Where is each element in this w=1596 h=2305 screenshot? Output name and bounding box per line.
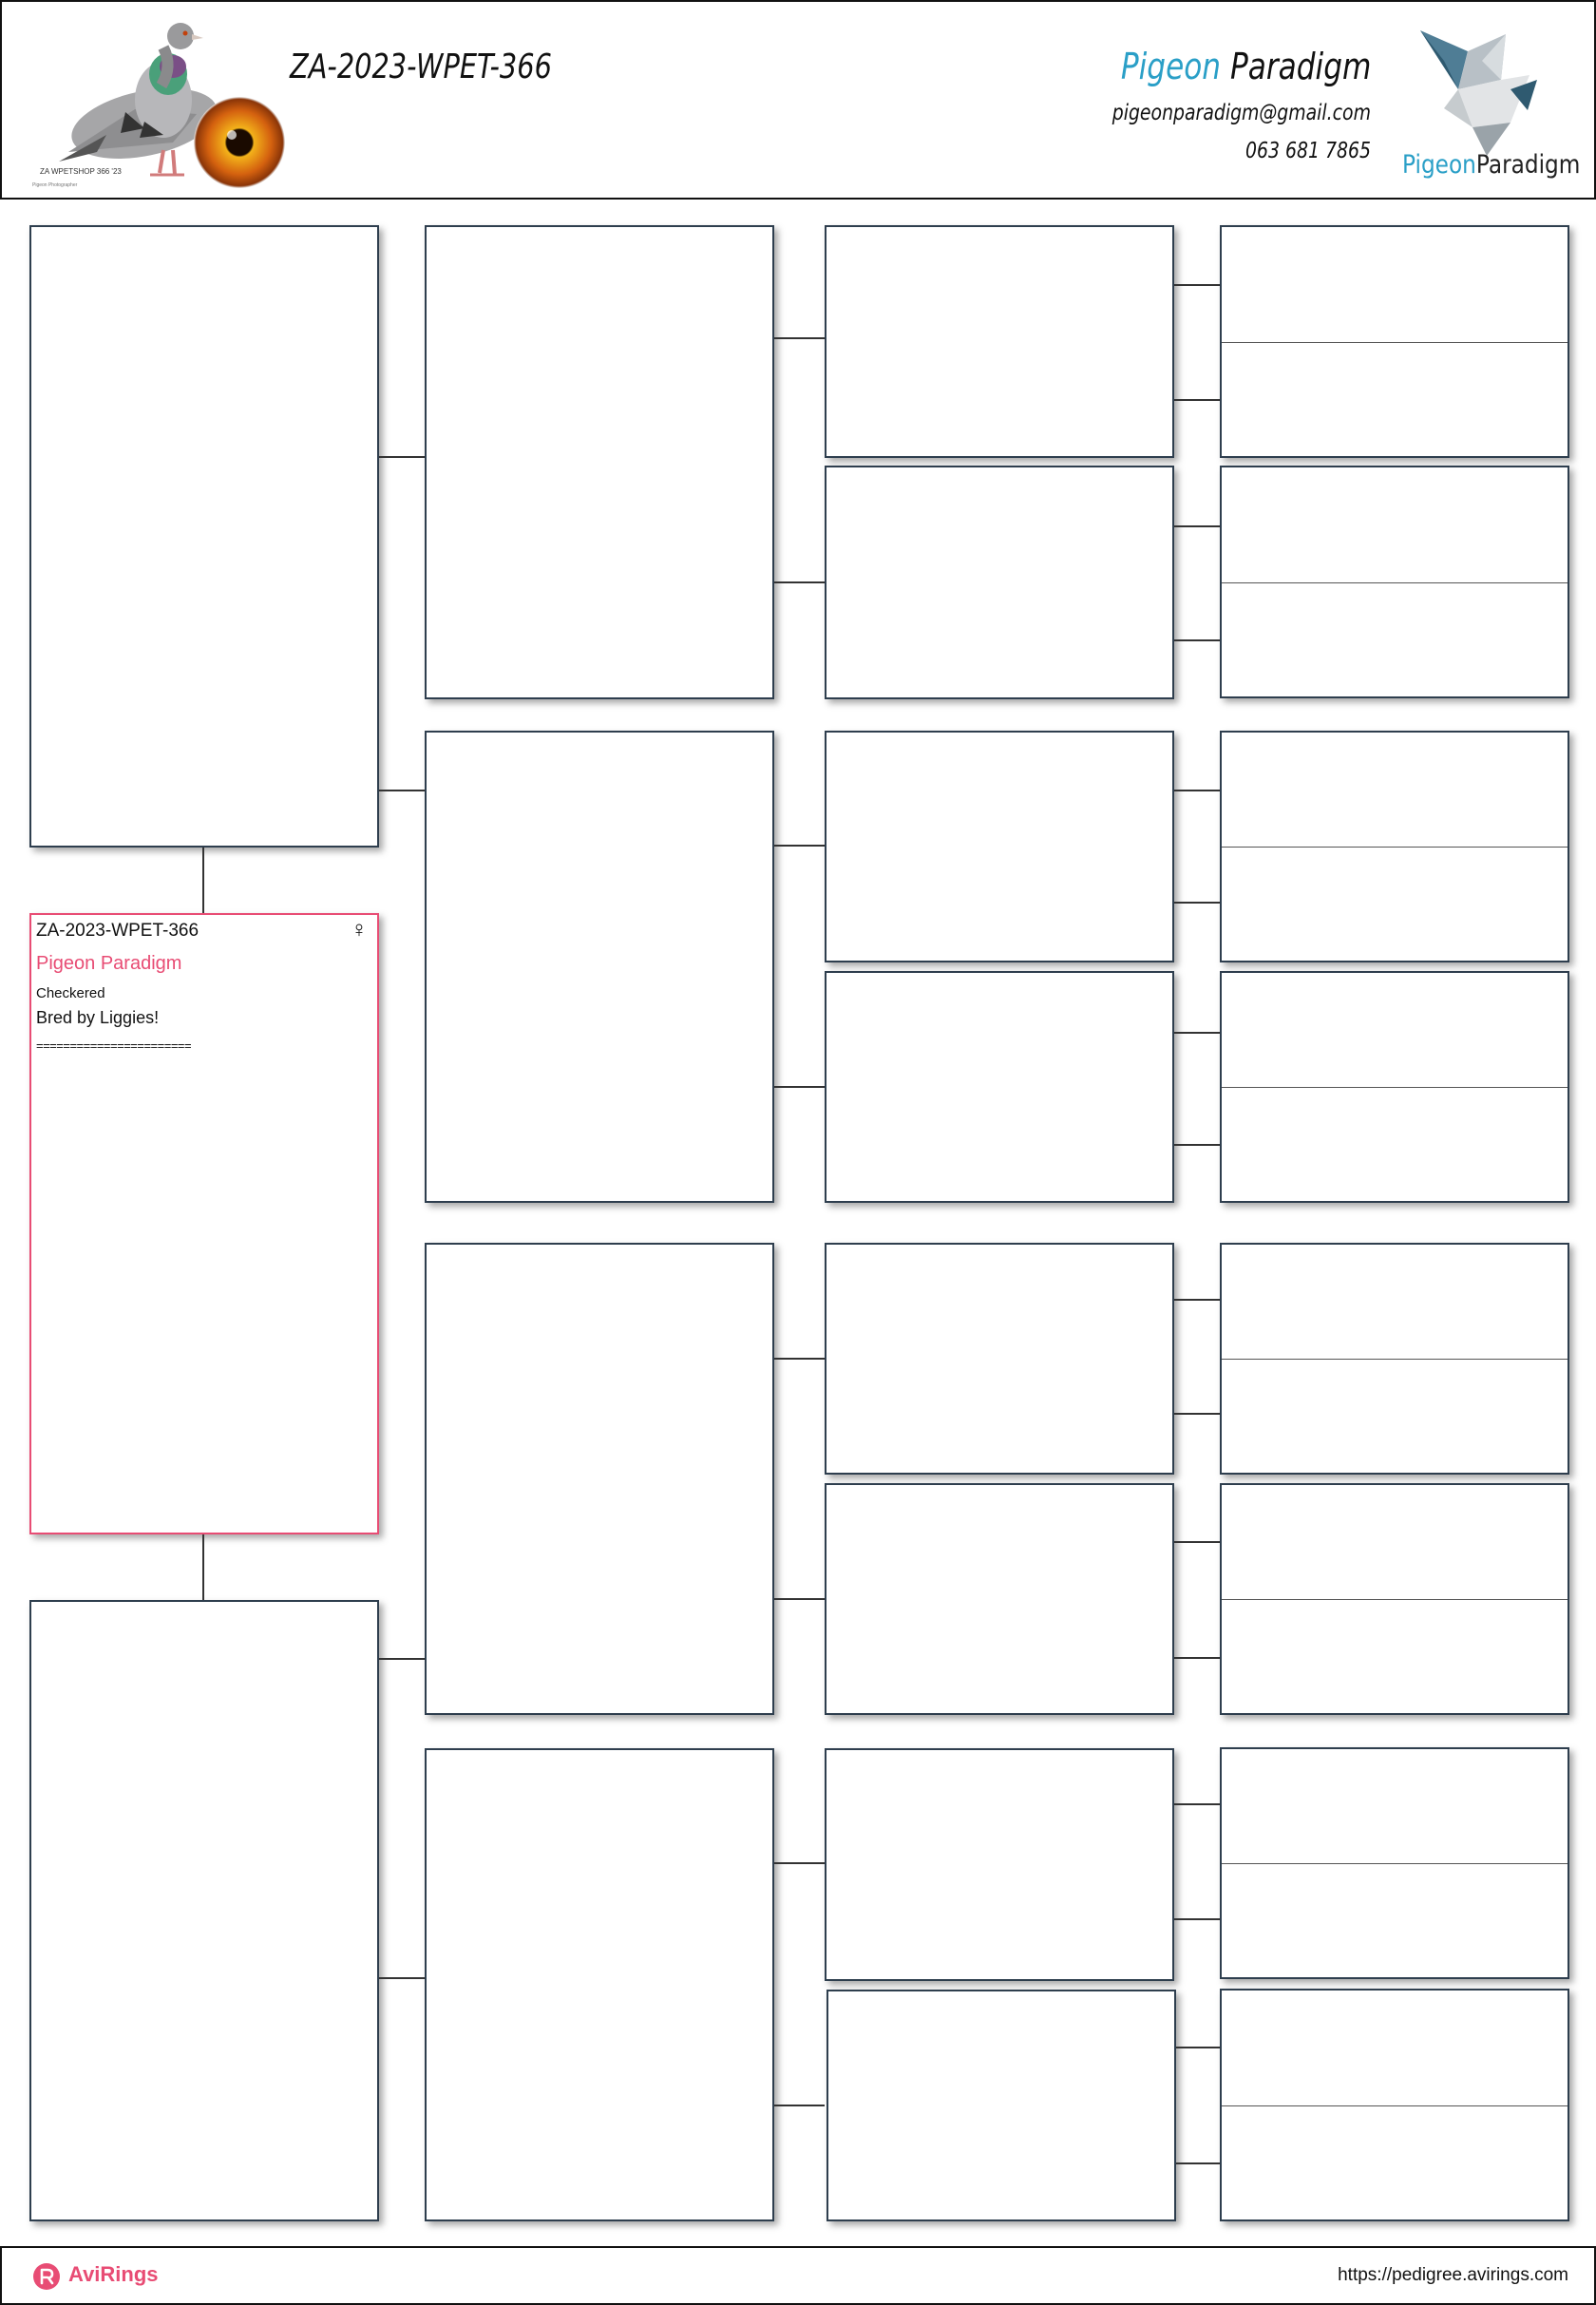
connector-line bbox=[202, 848, 204, 913]
great-grandparent-box[interactable] bbox=[825, 1483, 1174, 1715]
connector-line bbox=[1174, 1657, 1220, 1659]
ancestor-pair-box[interactable] bbox=[1220, 1243, 1569, 1475]
divider bbox=[1222, 1359, 1568, 1360]
connector-line bbox=[774, 1862, 825, 1864]
ancestor-pair-box[interactable] bbox=[1220, 731, 1569, 962]
divider bbox=[1222, 1087, 1568, 1088]
connector-line bbox=[774, 2105, 825, 2106]
connector-line bbox=[774, 1598, 825, 1600]
pedigree-footer bbox=[0, 2246, 1596, 2305]
photo-caption: ZA WPETSHOP 366 '23 bbox=[40, 167, 122, 176]
connector-line bbox=[1174, 399, 1220, 401]
subject-color: Checkered bbox=[36, 985, 105, 1001]
divider bbox=[1222, 2105, 1568, 2106]
contact-phone: 063 681 7865 bbox=[1245, 139, 1371, 163]
page-title: ZA-2023-WPET-366 bbox=[290, 48, 552, 86]
logo-text bbox=[1402, 150, 1580, 180]
subject-note: Bred by Liggies! bbox=[36, 1008, 160, 1027]
great-grandparent-box[interactable] bbox=[825, 466, 1174, 699]
origami-pigeon-logo-icon bbox=[1416, 23, 1539, 161]
great-grandparent-box[interactable] bbox=[825, 971, 1174, 1203]
connector-line bbox=[774, 1358, 825, 1360]
footer-url-link[interactable]: https://pedigree.avirings.com bbox=[1338, 2265, 1568, 2285]
connector-line bbox=[774, 581, 825, 583]
divider bbox=[1222, 1599, 1568, 1600]
loft-name bbox=[1120, 46, 1371, 87]
sire-box[interactable] bbox=[29, 225, 379, 848]
connector-line bbox=[1174, 1032, 1220, 1034]
loft-name-first: Pigeon bbox=[1120, 46, 1221, 87]
dam-box[interactable] bbox=[29, 1600, 379, 2221]
connector-line bbox=[1174, 1803, 1220, 1805]
connector-line bbox=[1174, 1541, 1220, 1543]
connector-line bbox=[1174, 1413, 1220, 1415]
divider bbox=[1222, 582, 1568, 583]
great-grandparent-box[interactable] bbox=[825, 731, 1174, 962]
connector-line bbox=[774, 1086, 825, 1088]
avirings-logo-icon bbox=[32, 2262, 61, 2291]
pedigree-header bbox=[0, 0, 1596, 200]
connector-line bbox=[1174, 1144, 1220, 1146]
grandparent-box[interactable] bbox=[425, 1748, 774, 2221]
logo-text-first: Pigeon bbox=[1402, 150, 1476, 180]
great-grandparent-box[interactable] bbox=[825, 1748, 1174, 1981]
grandparent-box[interactable] bbox=[425, 731, 774, 1203]
connector-line bbox=[774, 845, 825, 847]
grandparent-box[interactable] bbox=[425, 1243, 774, 1715]
connector-line bbox=[202, 1534, 204, 1600]
connector-line bbox=[379, 1658, 425, 1660]
grandparent-box[interactable] bbox=[425, 225, 774, 699]
pigeon-eye-icon bbox=[194, 97, 285, 188]
connector-line bbox=[1174, 1299, 1220, 1301]
subject-owner: Pigeon Paradigm bbox=[36, 953, 182, 974]
contact-email[interactable]: pigeonparadigm@gmail.com bbox=[1112, 101, 1371, 125]
divider bbox=[1222, 342, 1568, 343]
connector-line bbox=[1174, 790, 1220, 791]
connector-line bbox=[1174, 284, 1220, 286]
connector-line bbox=[774, 337, 825, 339]
great-grandparent-box[interactable] bbox=[826, 1990, 1176, 2221]
connector-line bbox=[379, 456, 425, 458]
connector-line bbox=[1174, 1918, 1220, 1920]
connector-line bbox=[1176, 2047, 1220, 2048]
great-grandparent-box[interactable] bbox=[825, 225, 1174, 458]
ancestor-pair-box[interactable] bbox=[1220, 1483, 1569, 1715]
ancestor-pair-box[interactable] bbox=[1220, 225, 1569, 458]
ancestor-pair-box[interactable] bbox=[1220, 1989, 1569, 2221]
ancestor-pair-box[interactable] bbox=[1220, 1747, 1569, 1979]
female-sex-icon: ♀ bbox=[351, 917, 368, 943]
subject-pigeon-card[interactable] bbox=[29, 913, 379, 1534]
connector-line bbox=[1174, 902, 1220, 904]
connector-line bbox=[1176, 2162, 1220, 2164]
logo-text-second: Paradigm bbox=[1475, 150, 1581, 180]
connector-line bbox=[1174, 525, 1220, 527]
divider bbox=[1222, 847, 1568, 848]
subject-separator: ======================= bbox=[36, 1038, 192, 1053]
divider bbox=[1222, 1863, 1568, 1864]
loft-name-second: Paradigm bbox=[1229, 46, 1371, 87]
footer-brand[interactable]: AviRings bbox=[68, 2262, 159, 2286]
ancestor-pair-box[interactable] bbox=[1220, 971, 1569, 1203]
connector-line bbox=[379, 790, 425, 791]
photo-subcaption: Pigeon Photographer bbox=[32, 182, 78, 188]
great-grandparent-box[interactable] bbox=[825, 1243, 1174, 1475]
connector-line bbox=[1174, 639, 1220, 641]
subject-ring-number: ZA-2023-WPET-366 bbox=[36, 921, 200, 941]
connector-line bbox=[379, 1977, 425, 1979]
ancestor-pair-box[interactable] bbox=[1220, 466, 1569, 698]
